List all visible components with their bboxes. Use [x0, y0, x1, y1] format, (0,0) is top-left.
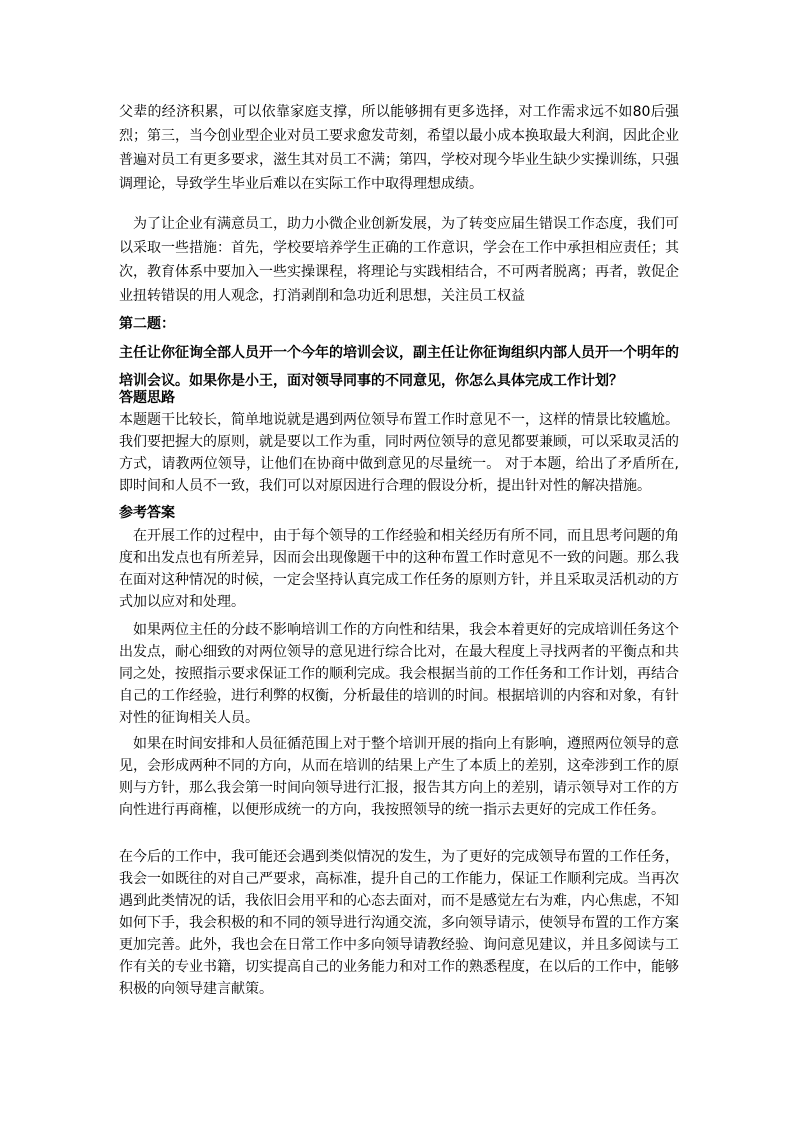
paragraph-causes: 父辈的经济积累，可以依靠家庭支撑，所以能够拥有更多选择，对工作需求远不如80后强烈；第三，当今创业型企业对员工要求愈发苛刻，希望以最小成本换取最大利润，因此企业普遍对员工有更多要求，滋生其对员工不满；第四，学校对现今毕业生缺少实操训练，只强调理论，导致学生毕业后难以在实际工作中取得理想成绩。	[119, 104, 679, 192]
paragraph-approach: 本题题干比较长，简单地说就是遇到两位领导布置工作时意见不一，这样的情景比较尴尬。我们要把握大的原则，就是要以工作为重，同时两位领导的意见都要兼顾，可以采取灵活的方式，请教两位领导，让他们在协商中做到意见的尽量统一。 对于本题，给出了矛盾所在,即时间和人员不一致，我们可以对原因进行合理的假设分析，提出针对性的解决措施。	[119, 412, 679, 494]
question-2-heading: 第二题：	[119, 316, 175, 332]
answer-approach-heading: 答题思路	[119, 390, 175, 406]
paragraph-answer-1: 在开展工作的过程中，由于每个领导的工作经验和相关经历有所不同，而且思考问题的角度和出发点也有所差异，因而会出现像题干中的这种布置工作时意见不一致的问题。那么我在面对这种情况的时候，一定会坚持认真完成工作任务的原则方针，并且采取灵活机动的方式加以应对和处理。	[119, 528, 679, 610]
reference-answer-heading: 参考答案	[119, 505, 175, 521]
question-2-text: 主任让你征询全部人员开一个今年的培训会议，副主任让你征询组织内部人员开一个明年的培训会议。如果你是小王，面对领导同事的不同意见，你怎么具体完成工作计划？	[119, 345, 679, 389]
paragraph-answer-4: 在今后的工作中，我可能还会遇到类似情况的发生，为了更好的完成领导布置的工作任务，我会一如既往的对自己严要求，高标准，提升自己的工作能力，保证工作顺利完成。当再次遇到此类情况的话，我依旧会用平和的心态去面对，而不是感觉左右为难，内心焦虑，不知如何下手，我会积极的和不同的领导进行沟通交流，多向领导请示，使领导布置的工作方案更加完善。此外，我也会在日常工作中多向领导请教经验、询问意见建议，并且多阅读与工作有关的专业书籍，切实提高自己的业务能力和对工作的熟悉程度，在以后的工作中，能够积极的向领导建言献策。	[119, 849, 679, 997]
paragraph-answer-2: 如果两位主任的分歧不影响培训工作的方向性和结果，我会本着更好的完成培训任务这个出发点，耐心细致的对两位领导的意见进行综合比对，在最大程度上寻找两者的平衡点和共同之处，按照指示要求保证工作的顺利完成。我会根据当前的工作任务和工作计划，再结合自己的工作经验，进行利弊的权衡，分析最佳的培训的时间。根据培训的内容和对象，有针对性的征询相关人员。	[119, 622, 679, 726]
paragraph-measures: 为了让企业有满意员工，助力小微企业创新发展，为了转变应届生错误工作态度，我们可以采取一些措施：首先，学校要培养学生正确的工作意识，学会在工作中承担相应责任；其次，教育体系中要加入一些实操课程，将理论与实践相结合，不可两者脱离；再者，敦促企业扭转错误的用人观念，打消剥削和急功近利思想，关注员工权益	[119, 216, 679, 304]
paragraph-answer-3: 如果在时间安排和人员征循范围上对于整个培训开展的指向上有影响，遵照两位领导的意见，会形成两种不同的方向，从而在培训的结果上产生了本质上的差别，这牵涉到工作的原则与方针，那么我会第一时间向领导进行汇报，报告其方向上的差别，请示领导对工作的方向性进行再商榷，以便形成统一的方向，我按照领导的统一指示去更好的完成工作任务。	[119, 736, 679, 818]
